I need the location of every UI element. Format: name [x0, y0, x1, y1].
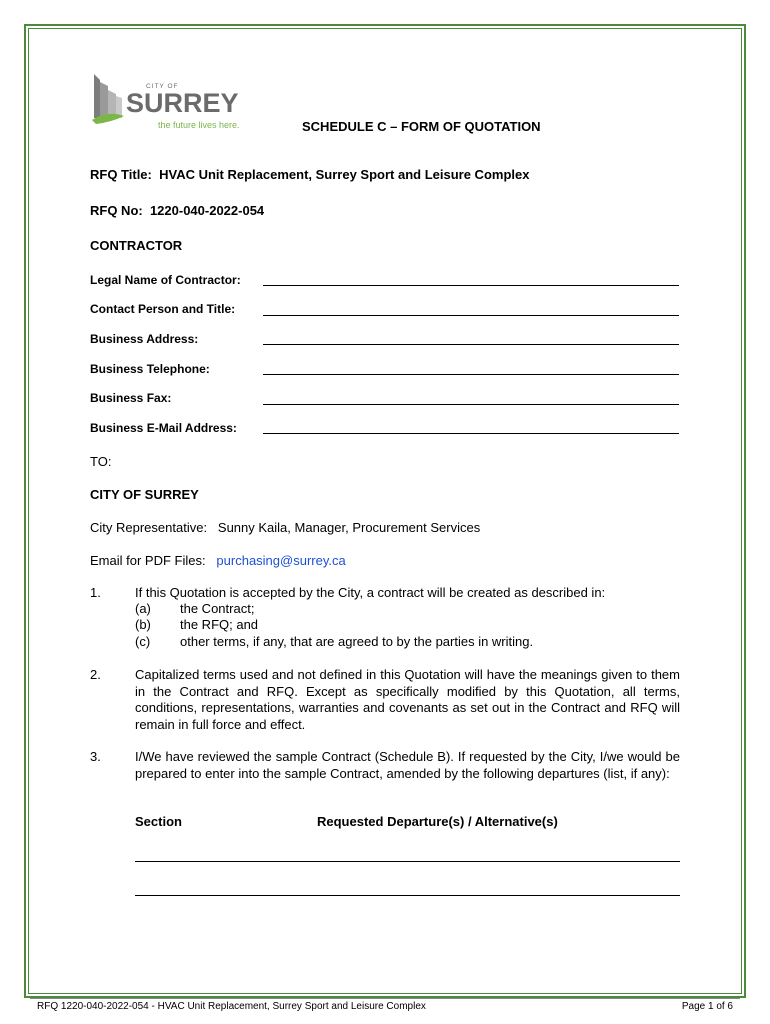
rfq-no-value: 1220-040-2022-054: [149, 203, 265, 218]
to-label: TO:: [90, 454, 112, 469]
footer-left-text: RFQ 1220-040-2022-054 - HVAC Unit Replacement, Surrey Sport and Leisure Complex: [37, 1001, 426, 1012]
email-label: Email for PDF Files:: [90, 553, 206, 568]
city-representative-label: City Representative:: [90, 520, 208, 535]
field-line-business-telephone[interactable]: [263, 374, 679, 375]
logo-tagline-text: the future lives here.: [158, 120, 240, 130]
rfq-title-row: [90, 167, 529, 182]
clause-1-item-a-label: (a): [135, 601, 151, 616]
field-label-legal-name: Legal Name of Contractor:: [90, 273, 241, 287]
field-line-business-address[interactable]: [263, 344, 679, 345]
field-label-business-address: Business Address:: [90, 332, 199, 346]
requested-departure-column-header: Requested Departure(s) / Alternative(s): [317, 814, 558, 829]
field-line-business-fax[interactable]: [263, 404, 679, 405]
clause-1-item-b-text: the RFQ; and: [180, 617, 259, 632]
clause-1-item-a-text: the Contract;: [180, 601, 255, 616]
rfq-title-value: HVAC Unit Replacement, Surrey Sport and Leisure Complex: [159, 167, 530, 182]
clause-1-text: If this Quotation is accepted by the City, a contract will be created as described in:: [135, 585, 606, 600]
section-column-header: Section: [135, 814, 182, 829]
clause-3-text: I/We have reviewed the sample Contract (Schedule B). If requested by the City, I/we would be prepared to enter into the sample Contract, amended by the following departures (list, if any):: [135, 749, 680, 781]
city-of-surrey-logo: [90, 70, 250, 137]
clause-1-item-b-label: (b): [135, 617, 151, 632]
city-representative-value: Sunny Kaila, Manager, Procurement Services: [217, 520, 481, 535]
field-label-business-fax: Business Fax:: [90, 391, 172, 405]
logo-graphic: [90, 70, 250, 132]
footer-page-number: Page 1 of 6: [681, 1001, 733, 1012]
email-link[interactable]: purchasing@surrey.ca: [216, 553, 346, 568]
footer-divider: [30, 998, 740, 999]
logo-name-text: SURREY: [126, 88, 239, 118]
field-label-business-email: Business E-Mail Address:: [90, 421, 237, 435]
clause-3-number: 3.: [90, 749, 101, 764]
logo-city-of-text: CITY OF: [146, 83, 179, 90]
field-label-business-telephone: Business Telephone:: [90, 362, 210, 376]
clause-1-item-c-label: (c): [135, 634, 151, 649]
rfq-title-label: RFQ Title:: [90, 167, 152, 182]
field-line-contact-person[interactable]: [263, 315, 679, 316]
clause-1-number: 1.: [90, 585, 101, 600]
clause-1-item-c-text: other terms, if any, that are agreed to by the parties in writing.: [180, 634, 534, 649]
contractor-heading: CONTRACTOR: [90, 238, 183, 253]
departure-entry-line[interactable]: [135, 861, 680, 862]
to-organization: CITY OF SURREY: [90, 487, 199, 502]
clause-2-number: 2.: [90, 667, 101, 682]
departure-entry-line[interactable]: [135, 895, 680, 896]
document-title: SCHEDULE C – FORM OF QUOTATION: [302, 119, 541, 134]
field-line-legal-name[interactable]: [263, 285, 679, 286]
rfq-no-label: RFQ No:: [90, 203, 143, 218]
clause-2-text: Capitalized terms used and not defined in this Quotation will have the meanings given to them in the Contract and RFQ. Except as specifically modified by this Quotation, all terms, conditions, representations, warranties and covenants as set out in the Contract and RFQ will remain in full force and effect.: [135, 667, 680, 732]
field-label-contact-person: Contact Person and Title:: [90, 302, 236, 316]
field-line-business-email[interactable]: [263, 433, 679, 434]
rfq-no-row: [90, 203, 264, 218]
city-representative-row: [90, 520, 480, 535]
email-row: [90, 553, 346, 568]
